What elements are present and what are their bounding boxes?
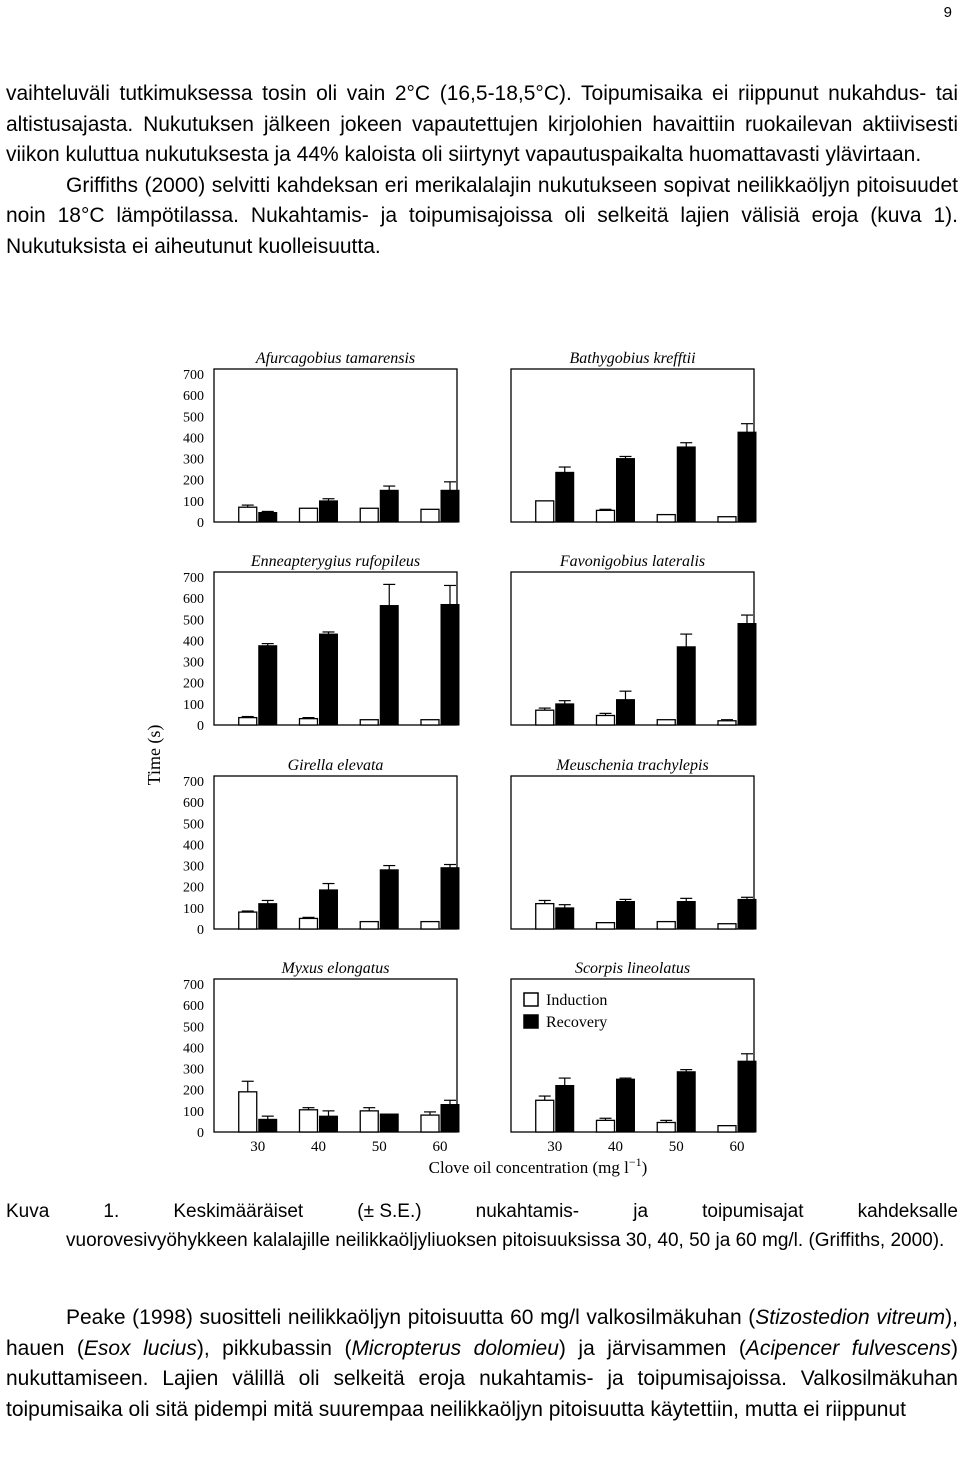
x-tick-label: 30 (547, 1139, 563, 1155)
caption-continuation: vuorovesivyöhykkeen kalalajille neilikkaöljyliuoksen pitoisuuksissa 30, 40, 50 ja 60 mg/l. (Griffiths, 2000). (66, 1230, 945, 1251)
caption-word: toipumisajat (702, 1201, 804, 1222)
bar-recovery (616, 459, 634, 522)
figure-caption (6, 1197, 958, 1255)
y-tick-label: 0 (197, 516, 204, 531)
paragraph-peake (6, 1303, 958, 1425)
bar-recovery (556, 472, 574, 522)
bar-recovery (380, 606, 398, 725)
bar-recovery (441, 490, 459, 522)
bar-recovery (677, 1072, 695, 1132)
bar-induction (239, 1092, 257, 1132)
bar-recovery (441, 1105, 459, 1132)
bar-recovery (616, 1079, 634, 1132)
panel-title: Favonigobius lateralis (559, 553, 706, 570)
panel-title: Bathygobius krefftii (569, 350, 696, 367)
caption-word: Kuva (6, 1201, 50, 1222)
bar-induction (596, 1120, 614, 1132)
legend-swatch-recovery (524, 1015, 538, 1028)
bar-induction (596, 923, 614, 929)
paragraph-1a: vaihteluväli tutkimuksessa tosin oli vain 2°C (16,5-18,5°C). Toipumisaika ei riippunut nukahdus- tai altistusajasta. Nukutuksen jälkeen jokeen vapautettujen kirjolohien havaittiin ruokailevan aktiivisesti viikon kuluttua nukutuksesta ja 44% kaloista oli siirtynyt vapautuspaikalta huomattavasti ylävirtaan. (6, 82, 958, 167)
paragraph-intro (6, 79, 958, 263)
bar-induction (360, 720, 378, 725)
panel-title: Girella elevata (287, 757, 384, 774)
y-tick-label: 100 (183, 901, 204, 917)
y-tick-label: 100 (183, 494, 204, 510)
bar-induction (718, 1126, 736, 1132)
x-tick-label: 50 (371, 1139, 387, 1155)
bar-induction (536, 710, 554, 725)
y-tick-label: 600 (183, 592, 204, 608)
caption-word: ja (633, 1201, 649, 1222)
p3-text-4: ) ja järvisammen ( (558, 1336, 746, 1360)
bar-induction (421, 922, 439, 929)
bar-recovery (616, 902, 634, 929)
bar-recovery (319, 1116, 337, 1132)
p3-text-1: Peake (1998) suositteli neilikkaöljyn pitoisuutta 60 mg/l valkosilmäkuhan ( (66, 1306, 756, 1329)
y-tick-label: 300 (183, 1062, 204, 1078)
y-tick-label: 600 (183, 999, 204, 1015)
y-tick-label: 200 (183, 473, 204, 489)
bar-recovery (556, 1085, 574, 1132)
p3-species-walleye: Stizostedion vitreum (755, 1306, 946, 1329)
panel-frame (214, 369, 457, 522)
legend-label-induction: Induction (546, 992, 608, 1009)
bar-induction (299, 918, 317, 929)
x-axis-label-main: Clove oil concentration (mg l (428, 1158, 629, 1177)
bar-induction (718, 721, 736, 725)
x-tick-label: 40 (607, 1139, 623, 1155)
p3-text-2: ), hauen ( (6, 1306, 958, 1360)
y-tick-label: 200 (183, 880, 204, 896)
p3-text-5: ) nukuttamiseen. Lajien välillä oli selkeitä eroja nukahtamis- ja toipumisajoissa. Valkosilmäkuhan toipumisaika oli sitä pidempi mitä suurempaa neilikkaöljyn pitoisuutta käytettiin, mutta ei riippunut (6, 1336, 958, 1421)
y-tick-label: 100 (183, 1104, 204, 1120)
bar-induction (421, 509, 439, 522)
caption-word: kahdeksalle (857, 1201, 958, 1222)
panel-title: Myxus elongatus (281, 960, 390, 977)
y-tick-label: 200 (183, 1083, 204, 1099)
page-number: 9 (943, 4, 952, 21)
panel-title: Enneapterygius rufopileus (250, 553, 421, 570)
y-tick-label: 500 (183, 613, 204, 629)
bar-induction (239, 912, 257, 929)
y-tick-label: 400 (183, 1041, 204, 1057)
bar-recovery (738, 1061, 756, 1132)
y-tick-label: 300 (183, 452, 204, 468)
bar-induction (360, 1111, 378, 1132)
y-tick-label: 400 (183, 838, 204, 854)
y-tick-label: 300 (183, 655, 204, 671)
y-tick-label: 700 (183, 775, 204, 790)
x-tick-label: 60 (432, 1139, 448, 1155)
bar-induction (596, 510, 614, 522)
y-tick-label: 600 (183, 796, 204, 812)
y-tick-label: 0 (197, 923, 204, 938)
y-tick-label: 700 (183, 368, 204, 383)
legend-label-recovery: Recovery (546, 1014, 608, 1031)
y-tick-label: 500 (183, 410, 204, 426)
y-tick-label: 700 (183, 978, 204, 993)
bar-induction (536, 1100, 554, 1132)
x-axis-label: Clove oil concentration (mg $l^{-1}$) (428, 1155, 648, 1177)
bar-recovery (319, 890, 337, 929)
y-tick-label: 400 (183, 431, 204, 447)
x-tick-label: 50 (668, 1139, 684, 1155)
bar-induction (596, 715, 614, 725)
bar-recovery (380, 1114, 398, 1132)
bar-induction (239, 507, 257, 522)
p3-species-bass: Micropterus dolomieu (351, 1336, 559, 1360)
bar-induction (657, 720, 675, 725)
bar-recovery (556, 908, 574, 929)
bar-induction (239, 718, 257, 725)
bar-induction (718, 924, 736, 929)
bar-induction (657, 515, 675, 522)
bar-induction (299, 1110, 317, 1132)
bar-recovery (259, 512, 277, 522)
panel-title: Meuschenia trachylepis (556, 757, 709, 774)
bar-induction (657, 922, 675, 929)
bar-recovery (738, 624, 756, 725)
bar-recovery (556, 704, 574, 725)
bar-recovery (380, 490, 398, 522)
bar-recovery (319, 501, 337, 522)
x-tick-label: 40 (310, 1139, 326, 1155)
x-tick-label: 60 (729, 1139, 745, 1155)
bar-recovery (616, 700, 634, 725)
bar-recovery (259, 1119, 277, 1132)
bar-induction (536, 904, 554, 929)
y-tick-label: 0 (197, 719, 204, 734)
panel-title: Scorpis lineolatus (574, 960, 691, 977)
bar-induction (718, 517, 736, 522)
bar-induction (360, 922, 378, 929)
bar-recovery (441, 868, 459, 929)
bar-induction (657, 1122, 675, 1132)
x-axis-label-exponent: −1 (628, 1155, 642, 1169)
y-tick-label: 500 (183, 817, 204, 833)
y-tick-label: 500 (183, 1020, 204, 1036)
y-tick-label: 400 (183, 634, 204, 650)
bar-recovery (380, 870, 398, 929)
bar-chart-figure (140, 340, 780, 1185)
y-tick-label: 200 (183, 676, 204, 692)
caption-word: nukahtamis- (475, 1201, 580, 1222)
bar-recovery (738, 432, 756, 522)
y-tick-label: 600 (183, 389, 204, 405)
panel-title: Afurcagobius tamarensis (255, 350, 416, 367)
y-tick-label: 700 (183, 571, 204, 586)
y-tick-label: 300 (183, 859, 204, 875)
paragraph-1b: Griffiths (2000) selvitti kahdeksan eri merikalalajin nukutukseen sopivat neilikkaöljyn pitoisuudet noin 18°C lämpötilassa. Nukahtamis- ja toipumisajoissa oli selkeitä lajien välisiä eroja (kuva 1). Nukutuksista ei aiheutunut kuolleisuutta. (6, 173, 958, 258)
bar-recovery (259, 646, 277, 725)
p3-species-pike: Esox lucius (83, 1336, 197, 1360)
y-tick-label: 100 (183, 697, 204, 713)
bar-recovery (677, 447, 695, 522)
p3-text-3: ), pikkubassin ( (196, 1336, 352, 1360)
legend-swatch-induction (524, 993, 538, 1006)
bar-recovery (319, 634, 337, 725)
bar-induction (299, 508, 317, 522)
bar-recovery (677, 902, 695, 929)
bar-induction (299, 719, 317, 725)
y-tick-label: 0 (197, 1126, 204, 1141)
x-tick-label: 30 (250, 1139, 266, 1155)
bar-induction (536, 501, 554, 522)
y-axis-label: Time (s) (144, 724, 164, 786)
p3-species-sturgeon: Acipencer fulvescens (745, 1336, 951, 1360)
bar-recovery (441, 604, 459, 725)
bar-induction (421, 1115, 439, 1132)
bar-induction (360, 508, 378, 522)
caption-word: 1. (103, 1201, 120, 1222)
caption-word: Keskimääräiset (173, 1201, 304, 1222)
caption-word: (± S.E.) (357, 1201, 422, 1222)
bar-recovery (738, 899, 756, 929)
bar-recovery (677, 647, 695, 725)
legend (524, 992, 607, 1031)
bar-recovery (259, 904, 277, 929)
bar-induction (421, 720, 439, 725)
